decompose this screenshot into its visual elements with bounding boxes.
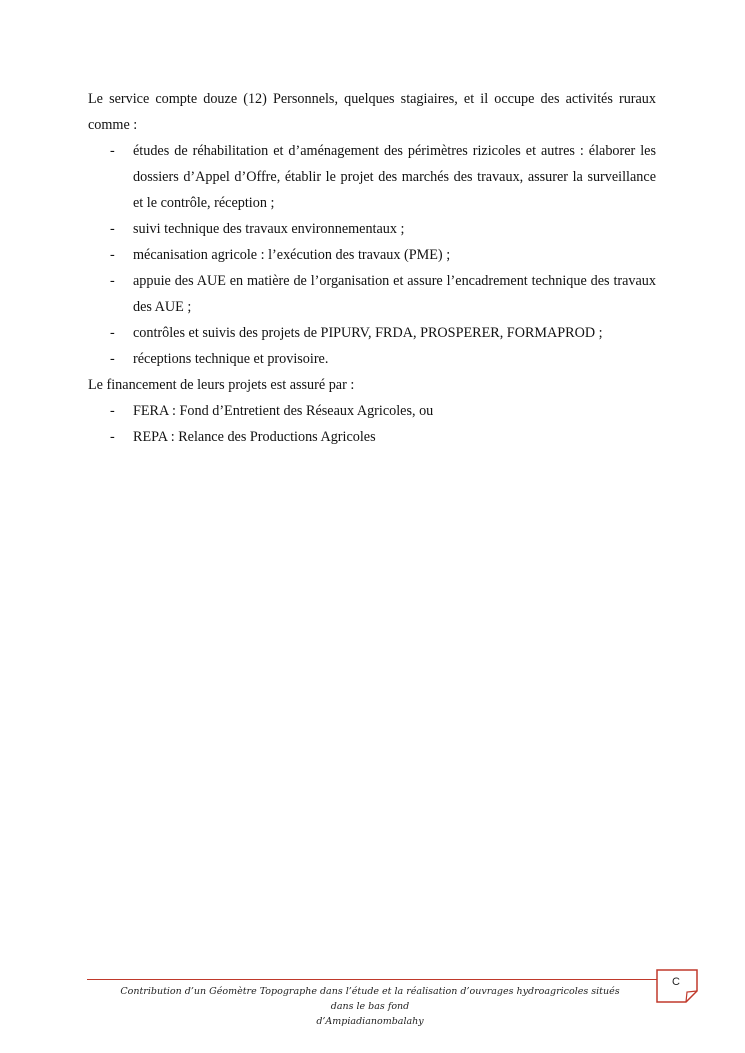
financing-paragraph: Le financement de leurs projets est assuré par : xyxy=(88,377,355,393)
footer-line-2: d’Ampiadianombalahy xyxy=(316,1016,424,1027)
footer-divider xyxy=(87,979,657,980)
bullet-dash: - xyxy=(110,351,115,367)
bullet-dash: - xyxy=(110,221,115,237)
list-item-text: REPA : Relance des Productions Agricoles xyxy=(133,429,376,445)
list-item xyxy=(88,268,656,320)
list-item xyxy=(88,216,656,242)
list-item-text: études de réhabilitation et d’aménagement des périmètres rizicoles et autres : élaborer les dossiers d’Appel d’Offre, établir le projet des marchés des travaux, assurer la surveillance et le contrôle, réception ; xyxy=(133,143,656,211)
intro-paragraph: Le service compte douze (12) Personnels, quelques stagiaires, et il occupe des activités ruraux comme : xyxy=(88,91,656,133)
bullet-dash: - xyxy=(110,325,115,341)
page-number: C xyxy=(672,976,680,988)
list-item xyxy=(88,138,656,216)
list-item-text: appuie des AUE en matière de l’organisation et assure l’encadrement technique des travaux des AUE ; xyxy=(133,273,656,315)
footer-line-1: Contribution d’un Géomètre Topographe dans l’étude et la réalisation d’ouvrages hydroagricoles situés dans le bas fond xyxy=(120,986,620,1012)
page-body xyxy=(88,86,656,450)
bullet-dash: - xyxy=(110,247,115,263)
bullet-dash: - xyxy=(110,143,115,159)
list-item-text: suivi technique des travaux environnementaux ; xyxy=(133,221,405,237)
financing-list xyxy=(88,398,656,450)
page-number-badge xyxy=(656,969,696,1001)
bullet-dash: - xyxy=(110,403,115,419)
list-item-text: FERA : Fond d’Entretient des Réseaux Agricoles, ou xyxy=(133,403,434,419)
list-item xyxy=(88,424,656,450)
list-item xyxy=(88,242,656,268)
list-item xyxy=(88,398,656,424)
list-item-text: réceptions technique et provisoire. xyxy=(133,351,329,367)
list-item-text: contrôles et suivis des projets de PIPURV, FRDA, PROSPERER, FORMAPROD ; xyxy=(133,325,603,341)
list-item-text: mécanisation agricole : l’exécution des travaux (PME) ; xyxy=(133,247,451,263)
activities-list xyxy=(88,138,656,372)
list-item xyxy=(88,346,656,372)
bullet-dash: - xyxy=(110,273,115,289)
bullet-dash: - xyxy=(110,429,115,445)
footer-caption xyxy=(110,984,630,1029)
list-item xyxy=(88,320,656,346)
